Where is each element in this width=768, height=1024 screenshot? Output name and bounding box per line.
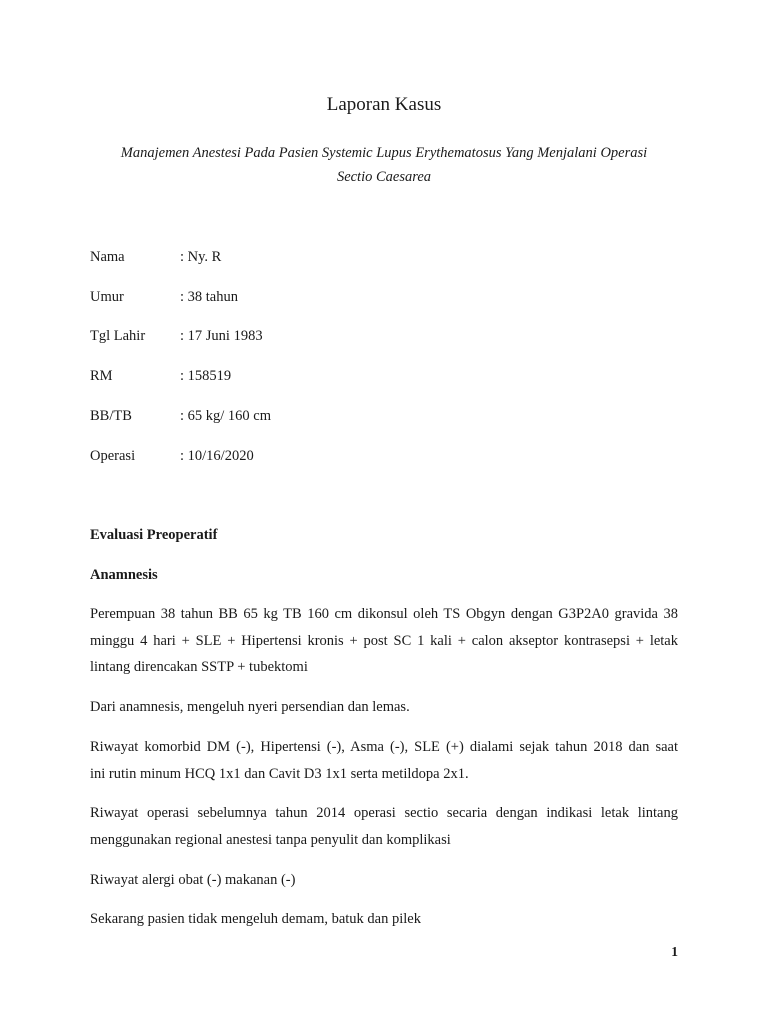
identity-value: : 38 tahun [180, 289, 238, 305]
paragraph-allergy-history [90, 867, 678, 894]
paragraph-anamnesis-summary [90, 601, 678, 681]
subsection-heading: Anamnesis [90, 567, 158, 583]
identity-label: Umur [90, 289, 124, 305]
paragraph-line: Riwayat alergi obat (-) makanan (-) [90, 872, 296, 888]
document-subtitle [90, 141, 678, 189]
identity-row-rm [90, 366, 231, 386]
identity-value: : 65 kg/ 160 cm [180, 408, 272, 424]
paragraph-line: Riwayat komorbid DM (-), Hipertensi (-), Asma (-), SLE (+) dialami sejak tahun 2018 dan saat [90, 739, 678, 755]
page-number: 1 [671, 944, 678, 959]
paragraph-line: menggunakan regional anestesi tanpa penyulit dan komplikasi [90, 831, 451, 848]
paragraph-comorbid-history [90, 734, 678, 787]
identity-value: : 158519 [180, 368, 232, 384]
identity-row-umur [90, 287, 238, 307]
paragraph-complaint [90, 694, 678, 721]
identity-row-nama [90, 247, 221, 267]
paragraph-line: Riwayat operasi sebelumnya tahun 2014 operasi sectio secaria dengan indikasi letak lintang [90, 805, 678, 821]
paragraph-surgery-history [90, 800, 678, 853]
identity-label: Nama [90, 249, 125, 265]
identity-row-operasi [90, 446, 254, 466]
subtitle-line: Manajemen Anestesi Pada Pasien Systemic Lupus Erythematosus Yang Menjalani Operasi [120, 145, 648, 161]
paragraph-current-condition [90, 906, 678, 933]
identity-label: Tgl Lahir [90, 328, 146, 344]
paragraph-line: lintang direncakan SSTP + tubektomi [90, 659, 308, 675]
identity-label: RM [90, 368, 113, 384]
identity-label: Operasi [90, 448, 136, 464]
paragraph-line: Perempuan 38 tahun BB 65 kg TB 160 cm dikonsul oleh TS Obgyn dengan G3P2A0 gravida 38 [90, 606, 678, 622]
identity-value: : 10/16/2020 [180, 448, 254, 464]
document-title: Laporan Kasus [326, 94, 442, 115]
identity-value: : Ny. R [180, 249, 222, 265]
subtitle-line: Sectio Caesarea [336, 169, 432, 185]
section-heading: Evaluasi Preoperatif [90, 527, 218, 543]
paragraph-line: Dari anamnesis, mengeluh nyeri persendian dan lemas. [90, 699, 410, 715]
identity-value: : 17 Juni 1983 [180, 328, 263, 344]
paragraph-line: Sekarang pasien tidak mengeluh demam, batuk dan pilek [90, 911, 421, 927]
identity-label: BB/TB [90, 408, 132, 424]
identity-row-tgl-lahir [90, 326, 263, 346]
identity-row-bb-tb [90, 406, 271, 426]
paragraph-line: minggu 4 hari + SLE + Hipertensi kronis + post SC 1 kali + calon akseptor kontrasepsi + letak [90, 632, 678, 649]
paragraph-line: ini rutin minum HCQ 1x1 dan Cavit D3 1x1 serta metildopa 2x1. [90, 765, 469, 782]
